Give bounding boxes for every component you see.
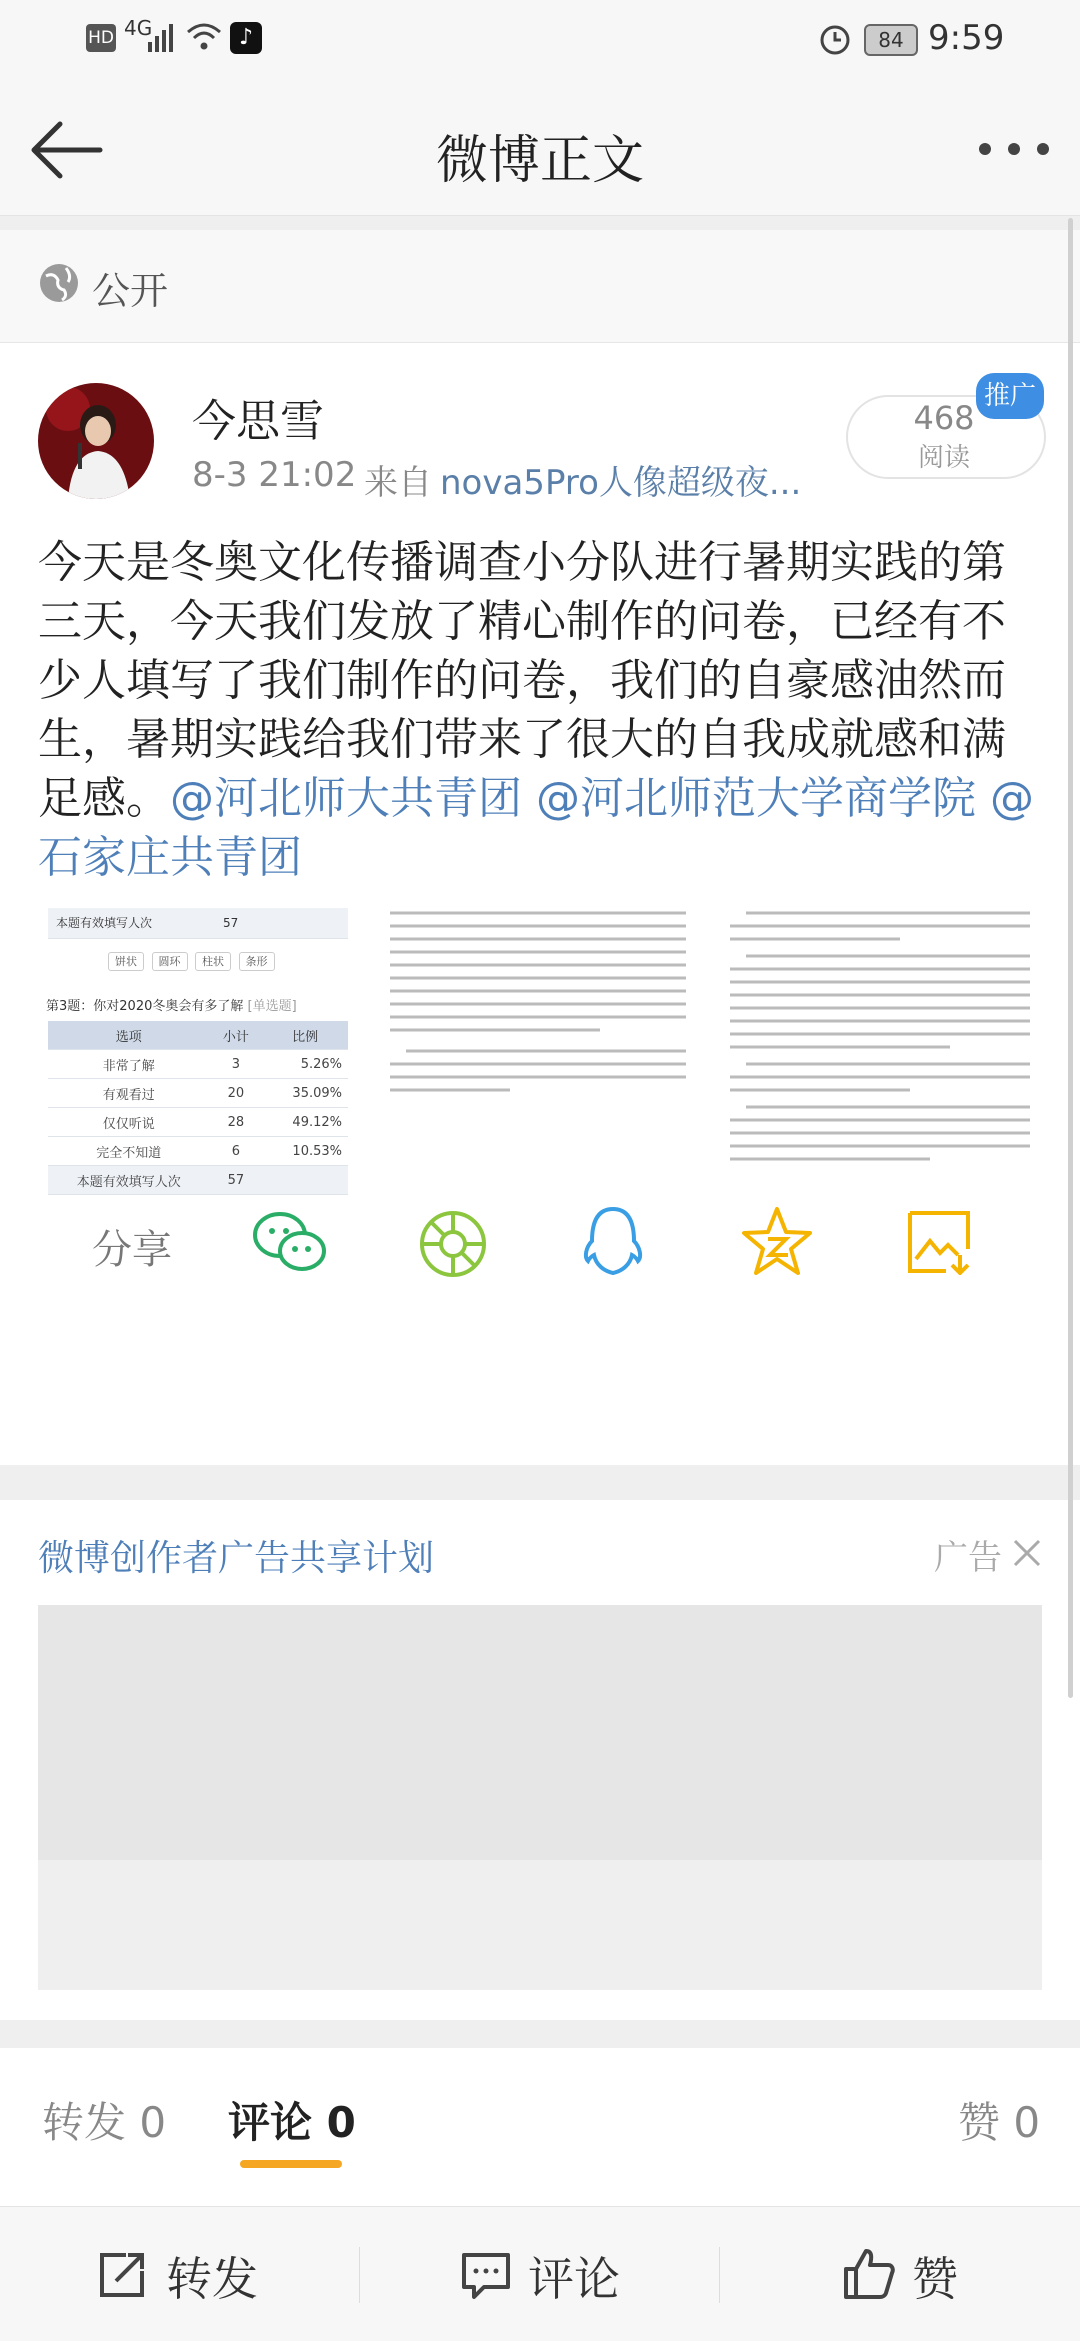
- comment-icon: [460, 2249, 512, 2301]
- hd-icon: HD: [86, 24, 116, 52]
- post-text-line: 少人填写了我们制作的问卷，我们的自豪感油然而: [38, 655, 1006, 706]
- visibility-bar: [0, 230, 1080, 343]
- survey-cell: 仅仅听说: [48, 1108, 209, 1137]
- ad-tag: 广告: [934, 1538, 1002, 1578]
- nav-bar: [0, 80, 1080, 216]
- mention-link[interactable]: 石家庄共青团: [38, 832, 302, 883]
- survey-cell: 28: [209, 1108, 262, 1137]
- read-label: 阅读: [917, 443, 970, 473]
- survey-cell: 5.26%: [262, 1050, 348, 1079]
- ad-image-placeholder-lower: [38, 1860, 1042, 1990]
- survey-total-value: 57: [209, 1166, 262, 1195]
- chart-type-button: 条形: [239, 952, 275, 971]
- clock: 9:59: [928, 18, 1005, 58]
- post-image-document-1[interactable]: [384, 903, 696, 1233]
- avatar[interactable]: [38, 383, 154, 499]
- survey-table: [48, 1021, 348, 1195]
- promote-badge[interactable]: 推广: [976, 373, 1044, 419]
- signal-type: 4G: [124, 16, 153, 40]
- repost-button[interactable]: [96, 2243, 296, 2307]
- page-title: 微博正文: [435, 131, 644, 191]
- mention-link[interactable]: @: [990, 773, 1034, 824]
- scrollbar[interactable]: [1068, 218, 1073, 1698]
- source-prefix: 来自: [364, 463, 432, 503]
- chart-type-button: 柱状: [195, 952, 231, 971]
- save-image-icon[interactable]: [906, 1209, 972, 1275]
- survey-header: 比例: [262, 1021, 348, 1050]
- survey-cell: 35.09%: [262, 1079, 348, 1108]
- qq-icon[interactable]: [580, 1205, 646, 1281]
- tab-like-label: 赞: [958, 2098, 1001, 2147]
- like-label: 赞: [912, 2252, 958, 2306]
- post-text-line: 今天是冬奥文化传播调查小分队进行暑期实践的第: [38, 537, 1006, 588]
- document-text-lines: [730, 909, 1042, 1169]
- battery-icon: 84: [864, 24, 918, 56]
- post-source[interactable]: nova5Pro人像超级夜...: [440, 463, 802, 503]
- tab-comment[interactable]: [228, 2090, 356, 2150]
- survey-cell: 6: [209, 1137, 262, 1166]
- like-button[interactable]: [842, 2243, 1002, 2307]
- document-text-lines: [390, 909, 696, 1109]
- tab-repost-count: 0: [139, 2098, 167, 2147]
- survey-top-row: [48, 908, 348, 939]
- repost-icon: [96, 2249, 148, 2301]
- bottom-action-bar: [0, 2206, 1080, 2341]
- moments-icon[interactable]: [418, 1209, 488, 1279]
- post-text-line: 三天，今天我们发放了精心制作的问卷，已经有不: [38, 596, 1006, 647]
- survey-top-label: 本题有效填写人次: [56, 916, 153, 930]
- survey-question-tag: [单选题]: [247, 999, 297, 1014]
- post-image-document-2[interactable]: [722, 903, 1042, 1233]
- alarm-icon: [818, 22, 852, 56]
- post-text-line: 生，暑期实践给我们带来了很大的自我成就感和满: [38, 714, 1006, 765]
- chart-type-button: 圆环: [152, 952, 188, 971]
- tab-comment-label: 评论: [228, 2098, 313, 2147]
- survey-total-label: 本题有效填写人次: [48, 1166, 209, 1195]
- post-tabs: [0, 2048, 1080, 2206]
- repost-label: 转发: [166, 2252, 258, 2306]
- ad-image-placeholder[interactable]: [38, 1605, 1042, 1860]
- survey-cell: 10.53%: [262, 1137, 348, 1166]
- tab-repost[interactable]: [42, 2090, 166, 2150]
- share-label: 分享: [92, 1227, 172, 1273]
- ad-title[interactable]: 微博创作者广告共享计划: [38, 1538, 435, 1579]
- close-icon[interactable]: [1012, 1538, 1042, 1568]
- comment-button[interactable]: [460, 2243, 660, 2307]
- divider: [359, 2247, 360, 2303]
- read-count: 468: [913, 399, 975, 437]
- wechat-icon[interactable]: [252, 1209, 328, 1277]
- ad-card: [0, 1500, 1080, 2020]
- wifi-icon: [186, 22, 222, 54]
- divider: [719, 2247, 720, 2303]
- signal-icon: [148, 22, 176, 54]
- post-card: [0, 343, 1080, 1465]
- chart-type-button: 饼状: [108, 952, 144, 971]
- survey-cell: 完全不知道: [48, 1137, 209, 1166]
- survey-cell: 3: [209, 1050, 262, 1079]
- username[interactable]: 今思雪: [192, 396, 324, 447]
- post-text: [38, 533, 1058, 887]
- thumbs-up-icon: [842, 2247, 896, 2301]
- survey-cell: 有观看过: [48, 1079, 209, 1108]
- survey-cell: 49.12%: [262, 1108, 348, 1137]
- tab-like-count: 0: [1013, 2098, 1041, 2147]
- survey-top-value: 57: [223, 916, 239, 930]
- survey-question-text: 第3题：你对2020冬奥会有多了解: [46, 999, 244, 1014]
- tab-comment-count: 0: [326, 2098, 356, 2147]
- active-tab-underline: [240, 2160, 342, 2168]
- comment-label: 评论: [528, 2252, 620, 2306]
- post-image-survey[interactable]: [38, 903, 358, 1233]
- tab-like[interactable]: [958, 2090, 1040, 2150]
- mention-link[interactable]: @河北师范大学商学院: [536, 773, 976, 824]
- status-bar: [0, 0, 1080, 80]
- survey-question: [46, 995, 297, 1014]
- survey-cell: 非常了解: [48, 1050, 209, 1079]
- survey-header: 小计: [209, 1021, 262, 1050]
- tab-repost-label: 转发: [42, 2098, 127, 2147]
- visibility-label: 公开: [92, 269, 169, 313]
- post-text-line: 足感。: [38, 773, 170, 824]
- survey-cell: 20: [209, 1079, 262, 1108]
- favorite-star-icon[interactable]: [740, 1205, 814, 1277]
- tiktok-icon: ♪: [230, 22, 262, 54]
- mention-link[interactable]: @河北师大共青团: [170, 773, 522, 824]
- survey-header: 选项: [48, 1021, 209, 1050]
- post-time: 8-3 21:02: [192, 455, 357, 495]
- globe-icon: [38, 262, 80, 304]
- chart-type-buttons: [108, 953, 275, 969]
- more-icon[interactable]: [978, 142, 1050, 156]
